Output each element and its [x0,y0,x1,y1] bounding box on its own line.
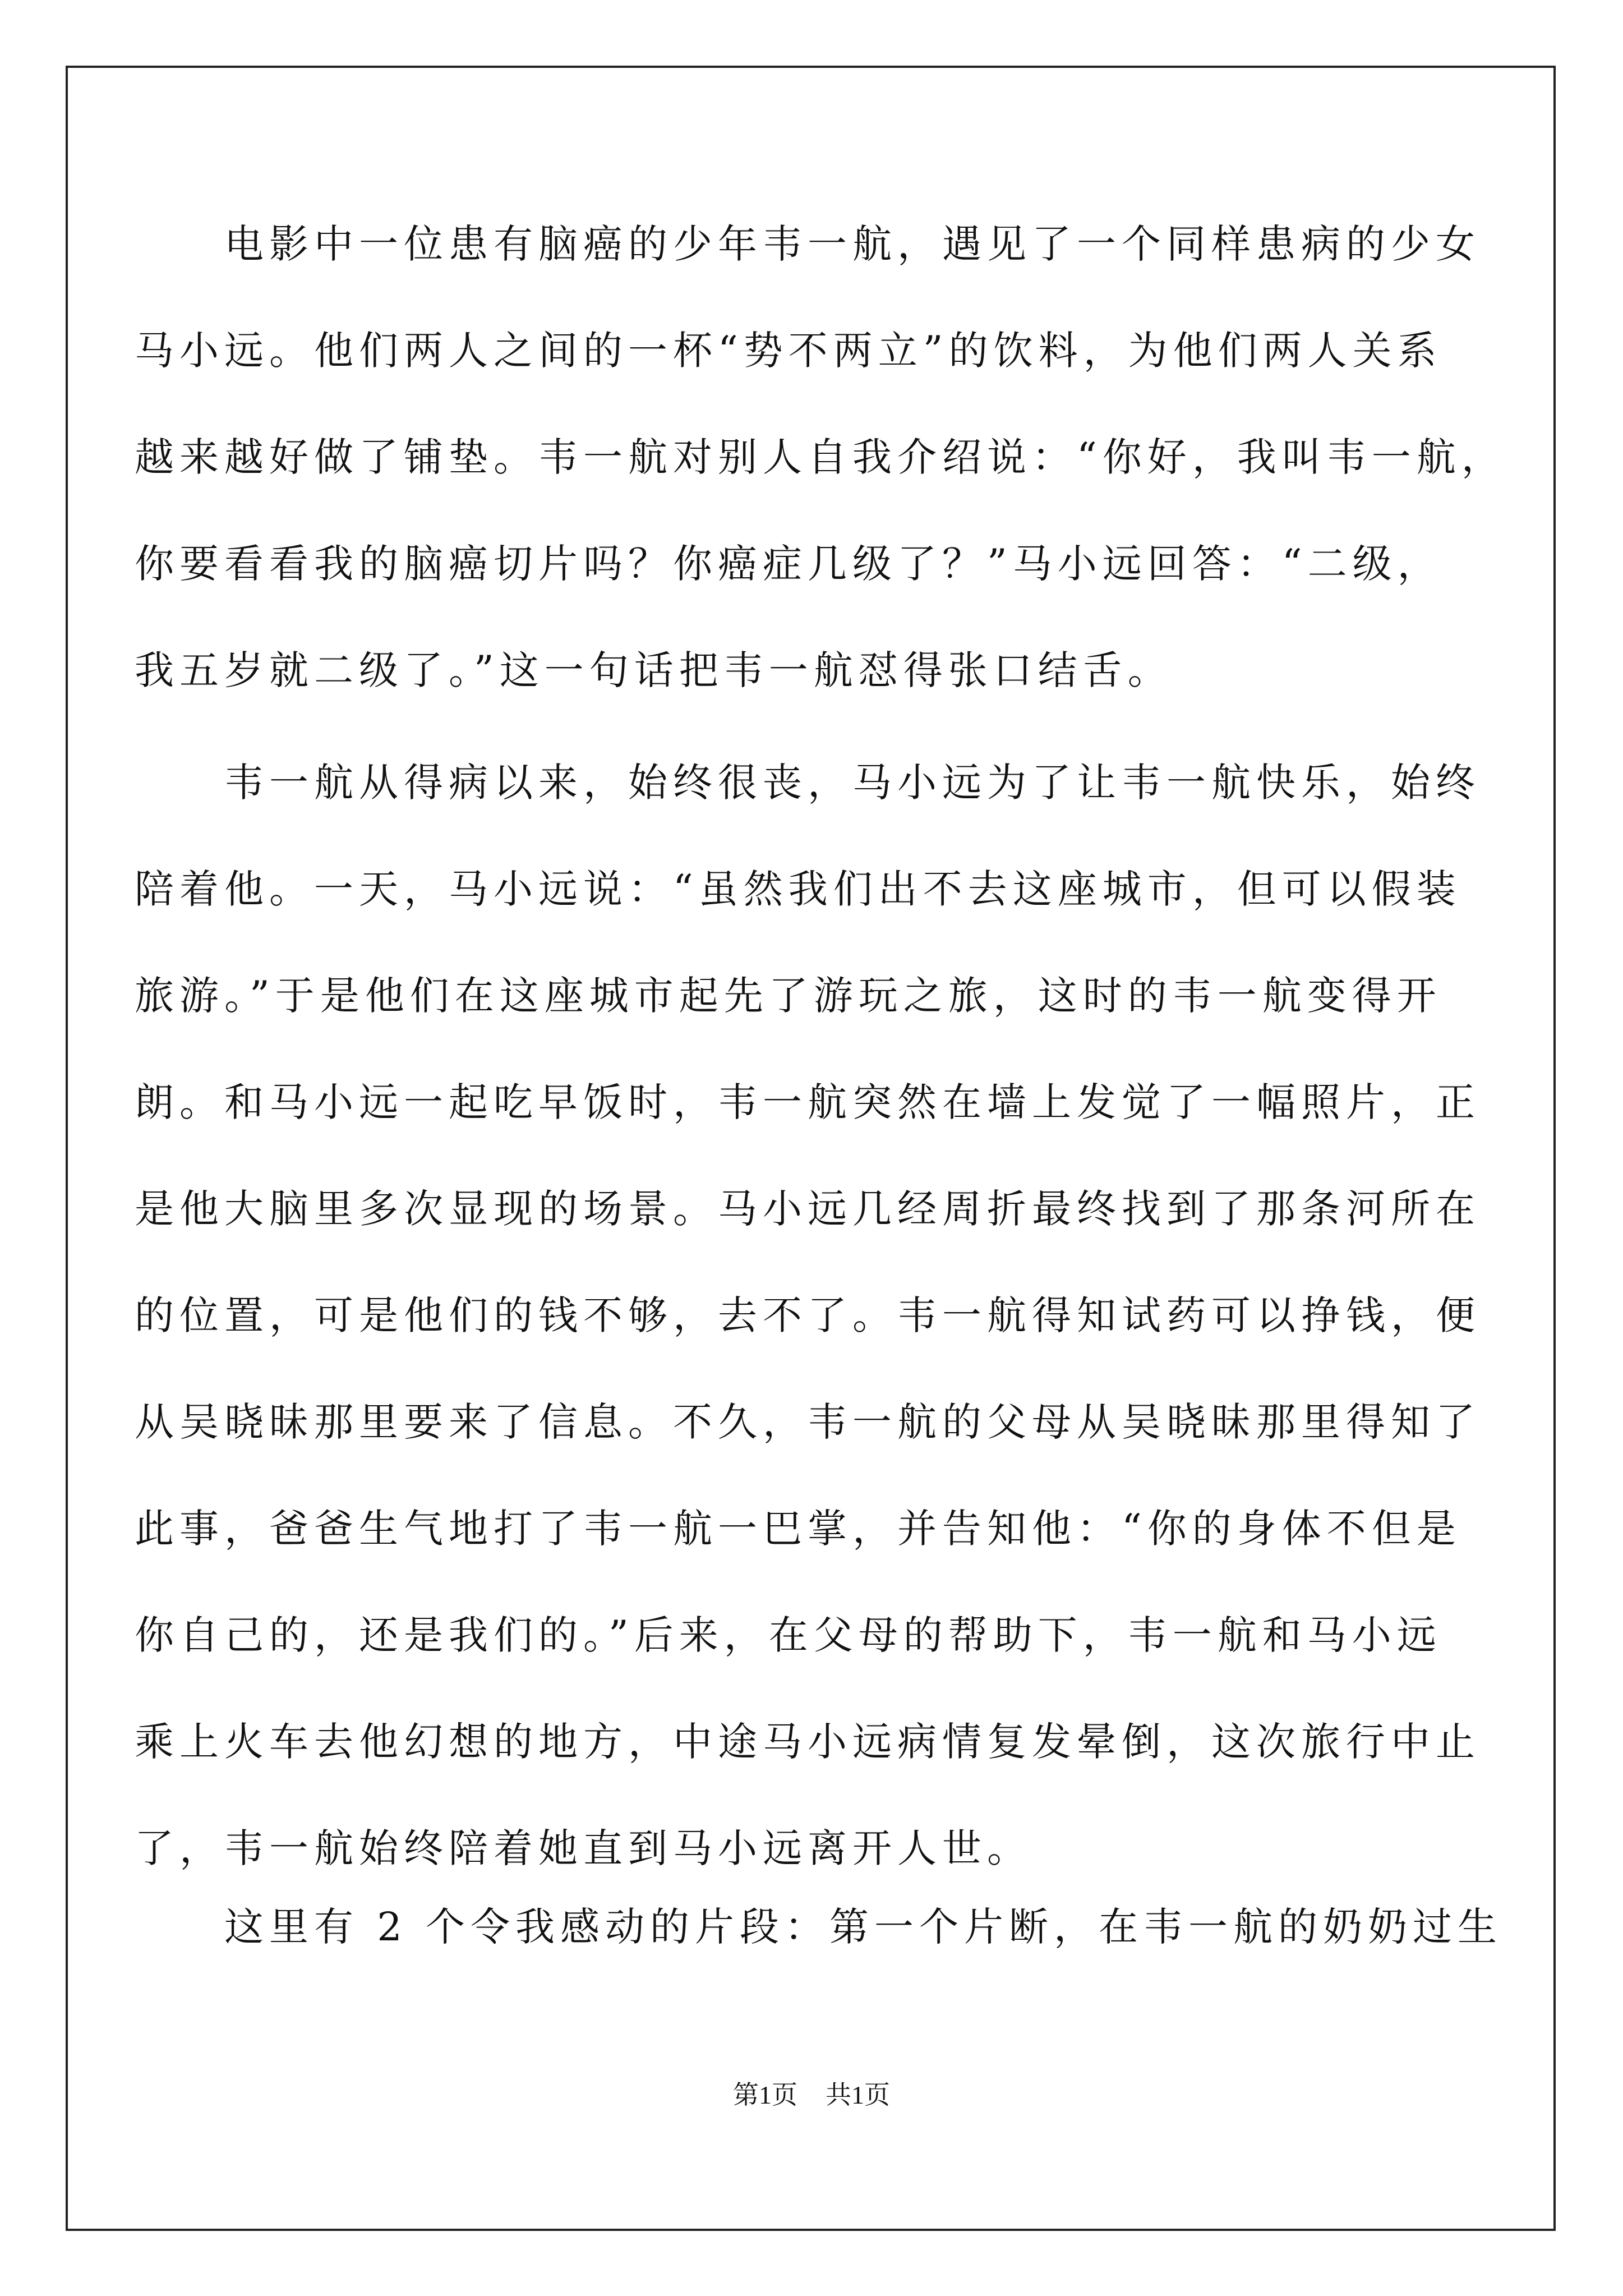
text-line: 了，韦一航始终陪着她直到马小远离开人世。 [135,1825,1032,1871]
text-line: 电影中一位患有脑癌的少年韦一航，遇见了一个同样患病的少女 [135,221,1481,267]
text-line: 你要看看我的脑癌切片吗？你癌症几级了？”马小远回答：“二级， [135,541,1442,587]
document-body [135,191,1506,1871]
text-line: 旅游。”于是他们在这座城市起先了游玩之旅，这时的韦一航变得开 [135,973,1442,1019]
text-line: 的位置，可是他们的钱不够，去不了。韦一航得知试药可以挣钱，便 [135,1292,1481,1338]
text-line: 此事，爸爸生气地打了韦一航一巴掌，并告知他：“你的身体不但是 [135,1506,1461,1552]
text-line: 我五岁就二级了。”这一句话把韦一航怼得张口结舌。 [135,647,1173,693]
text-line: 你自己的，还是我们的。”后来，在父母的帮助下，韦一航和马小远 [135,1612,1442,1658]
page-number: 第1页 [733,2081,797,2109]
page-footer [0,2078,1623,2112]
text-line: 陪着他。一天，马小远说：“虽然我们出不去这座城市，但可以假装 [135,866,1461,912]
text-line: 这里有 2 个令我感动的片段：第一个片断，在韦一航的奶奶过生 [135,1904,1503,1950]
text-line: 从吴晓昧那里要来了信息。不久，韦一航的父母从吴晓昧那里得知了 [135,1399,1481,1445]
text-line: 是他大脑里多次显现的场景。马小远几经周折最终找到了那条河所在 [135,1186,1481,1232]
text-line: 越来越好做了铺垫。韦一航对别人自我介绍说：“你好，我叫韦一航， [135,434,1506,480]
text-line: 韦一航从得病以来，始终很丧，马小远为了让韦一航快乐，始终 [135,760,1481,806]
text-line: 乘上火车去他幻想的地方，中途马小远病情复发晕倒，这次旅行中止 [135,1719,1481,1765]
document-body-continued [135,1874,1503,1986]
text-line: 马小远。他们两人之间的一杯“势不两立”的饮料，为他们两人关系 [135,328,1442,374]
text-line: 朗。和马小远一起吃早饭时，韦一航突然在墙上发觉了一幅照片，正 [135,1079,1481,1125]
page-total: 共1页 [826,2081,890,2109]
